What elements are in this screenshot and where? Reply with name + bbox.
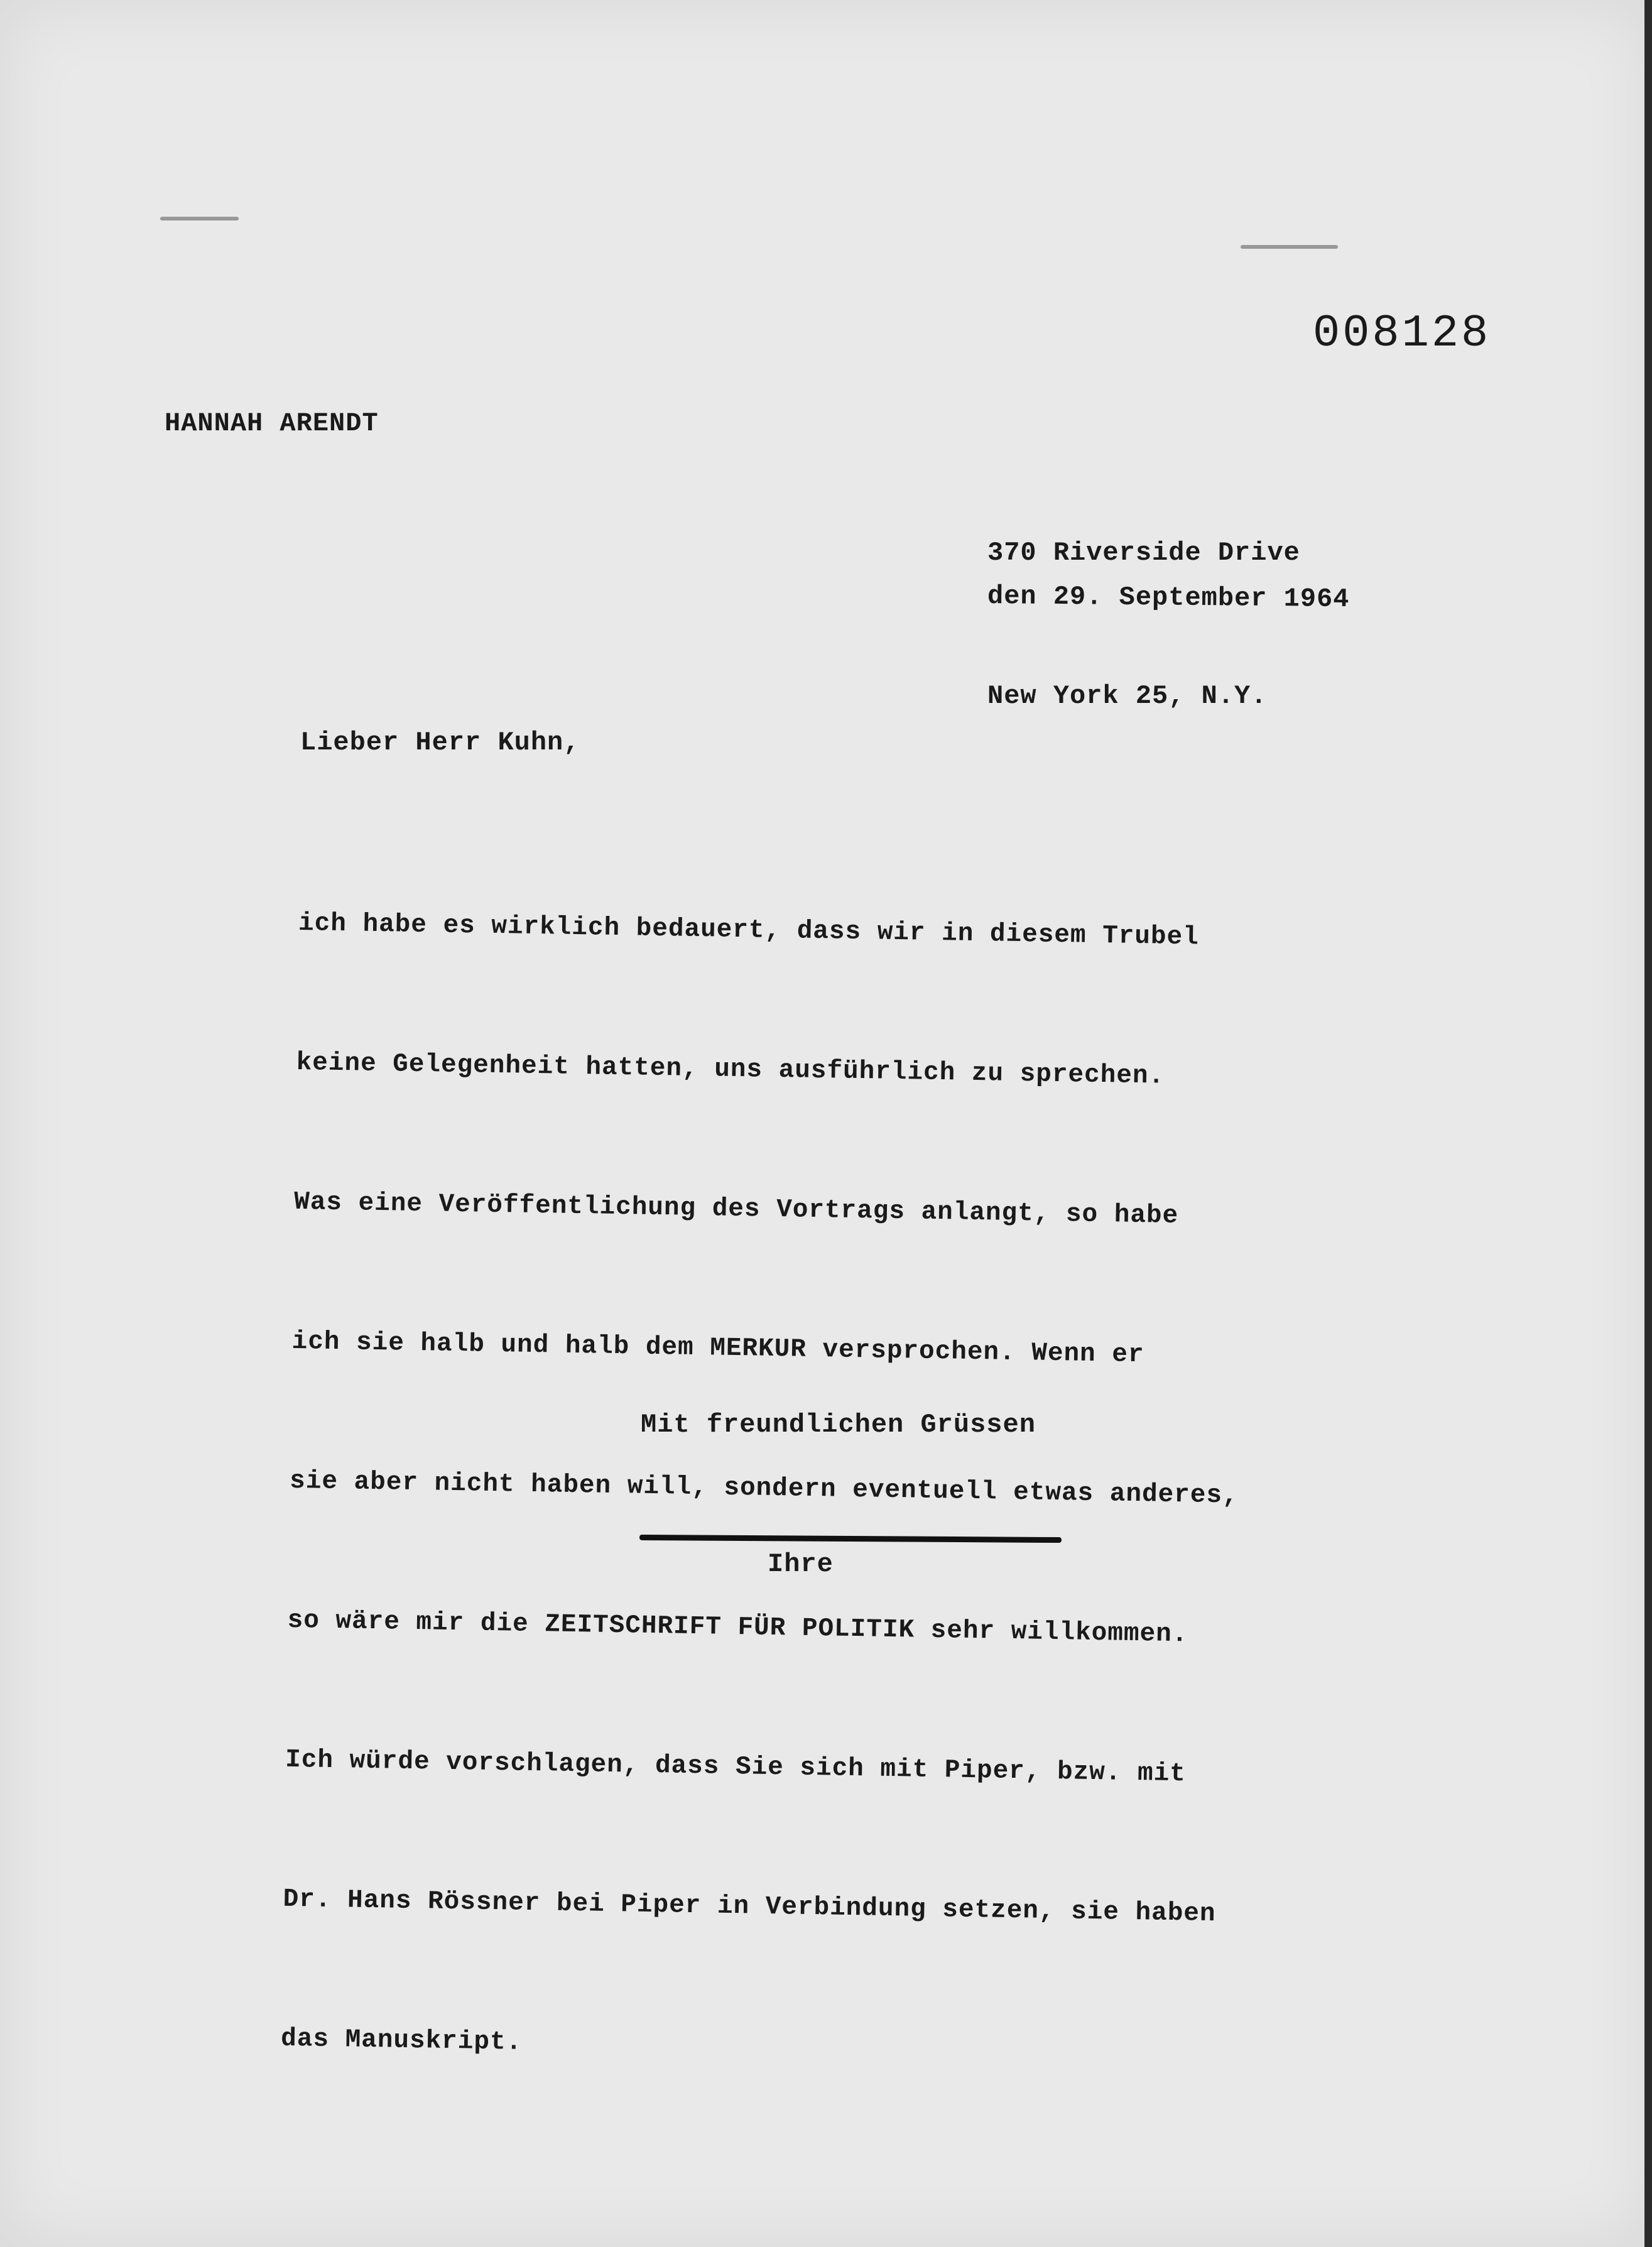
closing [641,1308,1036,1680]
address-line: 370 Riverside Drive [987,538,1300,568]
salutation: Lieber Herr Kuhn, [300,727,580,758]
sender-address [987,433,1300,815]
margin-mark [1241,245,1338,249]
body-line: ich habe es wirklich bedauert, dass wir in diesem Trubel [298,908,1200,952]
letter-date: den 29. September 1964 [987,581,1350,615]
closing-phrase: Mit freundlichen Grüssen [641,1410,1036,1440]
body-line: ich sie halb und halb dem MERKUR versprochen. Wenn er [291,1327,1144,1370]
archive-number: 008128 [1313,308,1491,359]
body-line: Ich würde vorschlagen, dass Sie sich mit Piper, bzw. mit [285,1745,1187,1789]
scan-edge [1644,0,1652,2247]
body-line: das Manuskript. [280,2024,523,2057]
address-line: New York 25, N.Y. [987,681,1268,711]
body-line: Was eine Veröffentlichung des Vortrags anlangt, so habe [293,1187,1179,1231]
sender-name: HANNAH ARENDT [165,408,379,438]
closing-signoff: Ihre [768,1549,834,1579]
margin-mark [160,217,239,220]
body-line: keine Gelegenheit hatten, uns ausführlich zu sprechen. [296,1048,1165,1091]
body-line: sie aber nicht haben will, sondern eventuell etwas anderes, [289,1466,1239,1511]
body-line: Dr. Hans Rössner bei Piper in Verbindung setzen, sie haben [283,1885,1216,1929]
body-line: so wäre mir die ZEITSCHRIFT FÜR POLITIK sehr willkommen. [287,1606,1188,1650]
